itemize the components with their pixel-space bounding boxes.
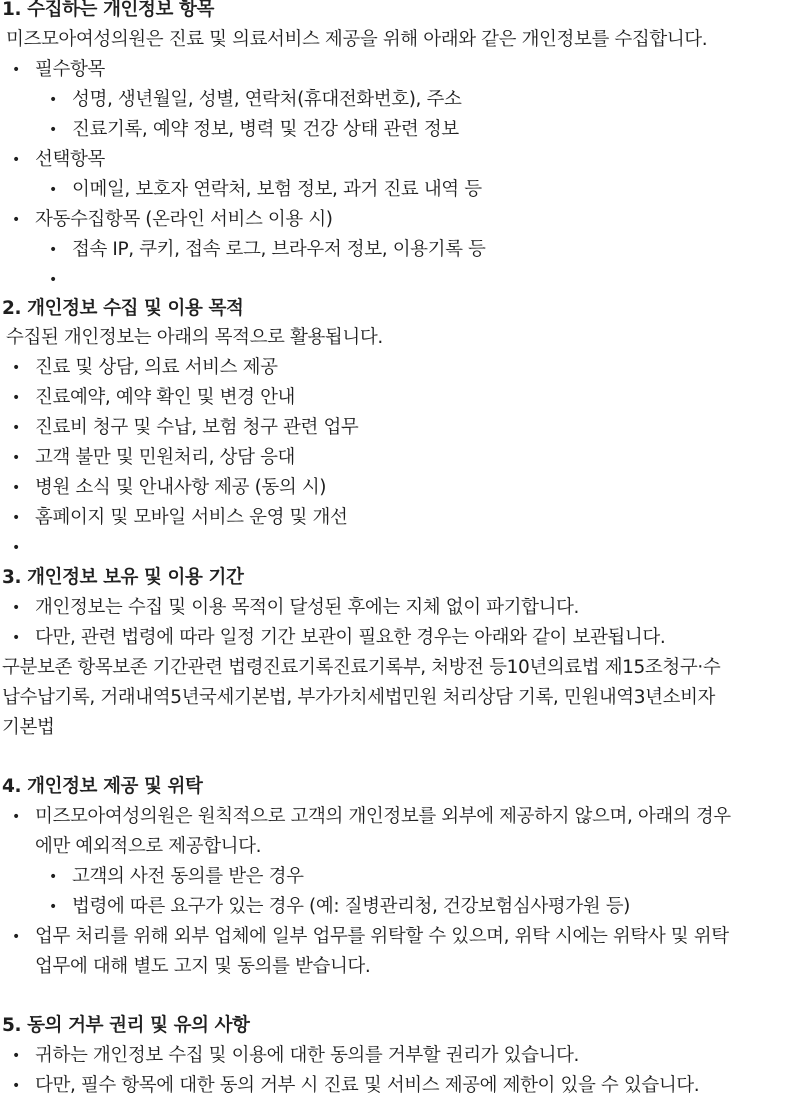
retention-item: 다만, 관련 법령에 따라 일정 기간 보관이 필요한 경우는 아래와 같이 보관됩니다. [35, 627, 666, 648]
purpose-item: 고객 불만 및 민원처리, 상담 응대 [35, 447, 296, 468]
section-4-heading: 4. 개인정보 제공 및 위탁 [2, 776, 203, 797]
list-item [12, 1071, 800, 1101]
list-item [49, 115, 800, 145]
bullet-icon: • [12, 420, 20, 436]
provision-item-continuation: 업무에 대해 별도 고지 및 동의를 받습니다. [35, 956, 371, 977]
list-item [12, 1041, 800, 1071]
required-item: 진료기록, 예약 정보, 병력 및 건강 상태 관련 정보 [72, 119, 459, 140]
bullet-icon: • [12, 630, 20, 646]
list-item [12, 443, 800, 473]
list-item [12, 145, 800, 175]
bullet-icon: • [12, 600, 20, 616]
list-item [49, 862, 800, 892]
purpose-item: 홈페이지 및 모바일 서비스 운영 및 개선 [35, 507, 348, 528]
list-item [49, 892, 800, 922]
empty-list-item [12, 533, 800, 563]
retention-table-text: 납수납기록, 거래내역5년국세기본법, 부가가치세법민원 처리상담 기록, 민원내역3년소비자 [2, 687, 716, 708]
bullet-icon: • [49, 92, 57, 108]
list-item [49, 235, 800, 265]
retention-item: 개인정보는 수집 및 이용 목적이 달성된 후에는 지체 없이 파기합니다. [35, 597, 579, 618]
section-2-intro: 수집된 개인정보는 아래의 목적으로 활용됩니다. [6, 327, 383, 348]
list-item [12, 473, 800, 503]
refusal-item: 다만, 필수 항목에 대한 동의 거부 시 진료 및 서비스 제공에 제한이 있을 수 있습니다. [35, 1075, 700, 1096]
provision-item: 미즈모아여성의원은 원칙적으로 고객의 개인정보를 외부에 제공하지 않으며, 아래의 경우 [35, 806, 731, 827]
list-item [12, 353, 800, 383]
list-item [12, 413, 800, 443]
provision-sub-item: 고객의 사전 동의를 받은 경우 [72, 866, 304, 887]
purpose-item: 진료예약, 예약 확인 및 변경 안내 [35, 387, 296, 408]
bullet-icon: • [12, 450, 20, 466]
required-item: 성명, 생년월일, 성별, 연락처(휴대전화번호), 주소 [72, 89, 462, 110]
bullet-icon: • [49, 242, 57, 258]
bullet-icon: • [49, 869, 57, 885]
provision-item: 업무 처리를 위해 외부 업체에 일부 업무를 위탁할 수 있으며, 위탁 시에는 위탁사 및 위탁 [35, 926, 729, 947]
optional-item: 이메일, 보호자 연락처, 보험 정보, 과거 진료 내역 등 [72, 179, 482, 200]
bullet-icon: • [49, 899, 57, 915]
list-item [49, 85, 800, 115]
bullet-icon: • [12, 390, 20, 406]
list-item [12, 802, 800, 832]
section-1-intro: 미즈모아여성의원은 진료 및 의료서비스 제공을 위해 아래와 같은 개인정보를 수집합니다. [6, 29, 708, 50]
bullet-icon: • [12, 929, 20, 945]
list-item [12, 205, 800, 235]
bullet-icon: • [12, 212, 20, 228]
bullet-icon: • [12, 540, 20, 556]
purpose-item: 진료 및 상담, 의료 서비스 제공 [35, 357, 278, 378]
section-5-heading: 5. 동의 거부 권리 및 유의 사항 [2, 1015, 250, 1036]
list-item [12, 922, 800, 952]
purpose-item: 병원 소식 및 안내사항 제공 (동의 시) [35, 477, 327, 498]
auto-item: 접속 IP, 쿠키, 접속 로그, 브라우저 정보, 이용기록 등 [72, 239, 486, 260]
bullet-icon: • [49, 122, 57, 138]
bullet-icon: • [12, 809, 20, 825]
section-2-heading: 2. 개인정보 수집 및 이용 목적 [2, 298, 244, 319]
section-3-heading: 3. 개인정보 보유 및 이용 기간 [2, 567, 244, 588]
list-item [12, 623, 800, 653]
list-item [12, 383, 800, 413]
bullet-icon: • [12, 152, 20, 168]
bullet-icon: • [12, 510, 20, 526]
bullet-icon: • [12, 62, 20, 78]
retention-table-text: 구분보존 항목보존 기간관련 법령진료기록진료기록부, 처방전 등10년의료법 제15조청구·수 [2, 657, 721, 678]
bullet-icon: • [12, 1048, 20, 1064]
purpose-item: 진료비 청구 및 수납, 보험 청구 관련 업무 [35, 417, 359, 438]
section-1-heading: 1. 수집하는 개인정보 항목 [2, 0, 214, 20]
bullet-icon: • [12, 480, 20, 496]
empty-list-item [49, 265, 800, 295]
required-label: 필수항목 [35, 59, 105, 80]
list-item [12, 55, 800, 85]
list-item [49, 175, 800, 205]
provision-sub-item: 법령에 따른 요구가 있는 경우 (예: 질병관리청, 건강보험심사평가원 등) [72, 896, 630, 917]
list-item [12, 503, 800, 533]
bullet-icon: • [12, 1078, 20, 1094]
retention-table-text: 기본법 [2, 717, 55, 738]
bullet-icon: • [49, 182, 57, 198]
optional-label: 선택항목 [35, 149, 105, 170]
bullet-icon: • [12, 360, 20, 376]
list-item [12, 593, 800, 623]
auto-label: 자동수집항목 (온라인 서비스 이용 시) [35, 209, 333, 230]
provision-item-continuation: 에만 예외적으로 제공합니다. [35, 836, 262, 857]
refusal-item: 귀하는 개인정보 수집 및 이용에 대한 동의를 거부할 권리가 있습니다. [35, 1045, 579, 1066]
bullet-icon: • [49, 272, 57, 288]
